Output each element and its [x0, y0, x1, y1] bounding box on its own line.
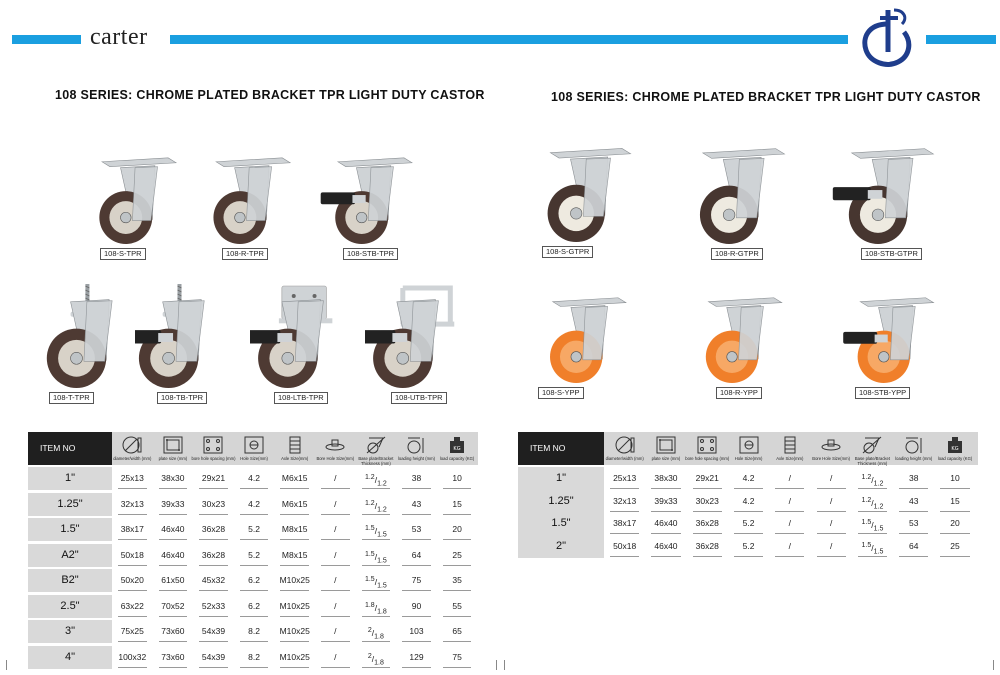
cell-bolt-spacing: 36x28: [193, 518, 234, 543]
product-108-tb-tpr: [135, 282, 215, 406]
loading-height-icon: [903, 435, 925, 455]
product-108-r-tpr: [200, 150, 295, 262]
cell-bore: /: [811, 535, 852, 560]
cell-bore: /: [315, 646, 356, 671]
castor-image: [305, 150, 440, 248]
cell-hole: 4.2: [234, 493, 275, 518]
right-page-title: 108 SERIES: CHROME PLATED BRACKET TPR LIGHT DUTY CASTOR: [551, 90, 981, 104]
cell-axle: /: [769, 535, 810, 560]
cell-thickness: $^{1.8}/_{1.8}$: [356, 595, 397, 620]
cell-bore: /: [315, 544, 356, 569]
cell-load: 55: [437, 595, 478, 620]
cell-axle: M10x25: [274, 646, 315, 671]
cell-axle: M8x15: [274, 518, 315, 543]
cell-plate: 46x40: [645, 535, 686, 560]
cell-diameter: 50x18: [112, 544, 153, 569]
plate-size-icon: [655, 435, 677, 455]
cell-plate: 46x40: [153, 518, 194, 543]
column-header-label: diameter/width (mm): [113, 456, 152, 461]
cell-load: 10: [437, 467, 478, 492]
column-header-label: Axle Size(mm): [776, 456, 804, 461]
column-header-label: bore hole spacing (mm): [685, 456, 730, 461]
column-header-label: Base plate/Bracket Thickness (mm): [358, 456, 394, 466]
cell-height: 90: [396, 595, 437, 620]
cell-load: 25: [437, 544, 478, 569]
castor-image: [530, 290, 640, 387]
cell-bore: /: [811, 467, 852, 492]
cell-bore: /: [315, 518, 356, 543]
cell-plate: 38x30: [153, 467, 194, 492]
cell-load: 20: [934, 512, 975, 537]
column-header-label: Base plate/Bracket Thickness (mm): [854, 456, 891, 466]
cell-height: 38: [396, 467, 437, 492]
item-no-cell: 1.25": [518, 490, 604, 513]
right-spec-table: [518, 432, 978, 557]
table-row: [28, 569, 478, 594]
item-no-cell: A2": [28, 544, 112, 567]
product-code-label: 108-T-TPR: [49, 392, 94, 404]
table-row: [518, 490, 978, 515]
table-header: [28, 432, 478, 465]
item-no-cell: 1.25": [28, 493, 112, 516]
cell-bolt-spacing: 54x39: [193, 646, 234, 671]
column-header-label: diameter/width (mm): [605, 456, 644, 461]
loading-height-icon: [405, 435, 427, 455]
column-header-label: plate size (mm): [158, 456, 188, 461]
castor-image: [88, 150, 178, 248]
cell-diameter: 63x22: [112, 595, 153, 620]
product-code-label: 108-STB-YPP: [855, 387, 910, 399]
castor-image: [135, 282, 215, 392]
cell-diameter: 32x13: [604, 490, 645, 515]
wheel-diameter-icon: [121, 435, 143, 455]
cell-hole: 4.2: [728, 490, 769, 515]
header-bar-middle: [170, 35, 848, 44]
cell-bore: /: [315, 620, 356, 645]
axle-size-icon: [284, 435, 306, 455]
cell-thickness: $^{1.5}/_{1.5}$: [852, 535, 893, 560]
cell-thickness: $^2/_{1.8}$: [356, 646, 397, 671]
cell-bore: /: [315, 569, 356, 594]
cell-bore: /: [315, 595, 356, 620]
axle-size-icon: [779, 435, 801, 455]
item-no-cell: 1.5": [28, 518, 112, 541]
bore-hole-size-icon: [820, 435, 842, 455]
hole-size-icon: [243, 435, 265, 455]
item-no-cell: 2": [518, 535, 604, 558]
product-code-label: 108-LTB-TPR: [274, 392, 328, 404]
table-row: [28, 467, 478, 492]
cell-diameter: 32x13: [112, 493, 153, 518]
cell-diameter: 25x13: [604, 467, 645, 492]
product-108-s-gtpr: [530, 140, 640, 260]
table-row: [28, 646, 478, 671]
cell-bolt-spacing: 30x23: [193, 493, 234, 518]
svg-text:KG: KG: [453, 446, 461, 452]
cell-thickness: $^{1.5}/_{1.5}$: [852, 512, 893, 537]
castor-image: [690, 290, 790, 387]
cell-plate: 61x50: [153, 569, 194, 594]
cell-thickness: $^{1.2}/_{1.2}$: [852, 490, 893, 515]
cell-load: 15: [934, 490, 975, 515]
cell-load: 20: [437, 518, 478, 543]
cell-diameter: 100x32: [112, 646, 153, 671]
brand-name: carter: [90, 24, 148, 50]
cell-thickness: $^{1.5}/_{1.5}$: [356, 518, 397, 543]
load-capacity-icon: [446, 435, 468, 455]
cell-load: 65: [437, 620, 478, 645]
item-no-cell: 4": [28, 646, 112, 669]
column-header-load: [437, 432, 478, 465]
cell-height: 103: [396, 620, 437, 645]
bolt-hole-spacing-icon: [696, 435, 718, 455]
cell-thickness: $^2/_{1.8}$: [356, 620, 397, 645]
cell-bore: /: [315, 493, 356, 518]
cell-bolt-spacing: 45x32: [193, 569, 234, 594]
cell-bolt-spacing: 54x39: [193, 620, 234, 645]
svg-text:KG: KG: [951, 446, 959, 452]
cell-load: 35: [437, 569, 478, 594]
cell-bore: /: [315, 467, 356, 492]
product-code-label: 108-S-GTPR: [542, 246, 593, 258]
table-row: [28, 620, 478, 645]
product-code-label: 108-UTB-TPR: [391, 392, 447, 404]
plate-size-icon: [162, 435, 184, 455]
column-header-label: bore hole spacing (mm): [191, 456, 236, 461]
cd-monogram-logo: [858, 4, 916, 72]
item-no-header: ITEM NO: [28, 432, 112, 465]
item-no-cell: 1": [518, 467, 604, 490]
cell-height: 43: [396, 493, 437, 518]
castor-image: [815, 140, 965, 248]
cell-hole: 5.2: [728, 535, 769, 560]
product-code-label: 108-R-TPR: [222, 248, 268, 260]
column-header-label: Bore Hole Size(mm): [812, 456, 850, 461]
product-108-s-ypp: [530, 290, 640, 401]
product-108-utb-tpr: [365, 282, 455, 406]
cell-axle: /: [769, 512, 810, 537]
cell-bolt-spacing: 52x33: [193, 595, 234, 620]
cell-thickness: $^{1.5}/_{1.5}$: [356, 544, 397, 569]
cell-diameter: 75x25: [112, 620, 153, 645]
header-bar-left: [12, 35, 81, 44]
product-108-stb-gtpr: [815, 140, 965, 262]
product-108-ltb-tpr: [250, 282, 340, 406]
table-row: [28, 595, 478, 620]
cell-hole: 8.2: [234, 646, 275, 671]
cell-thickness: $^{1.5}/_{1.5}$: [356, 569, 397, 594]
cell-diameter: 38x17: [604, 512, 645, 537]
crop-mark: [6, 660, 7, 670]
product-code-label: 108-STB-TPR: [343, 248, 398, 260]
table-row: [28, 493, 478, 518]
hole-size-icon: [738, 435, 760, 455]
product-108-r-ypp: [690, 290, 790, 401]
cell-plate: 46x40: [645, 512, 686, 537]
item-no-cell: 3": [28, 620, 112, 643]
product-code-label: 108-S-YPP: [538, 387, 584, 399]
cell-bore: /: [811, 512, 852, 537]
cell-load: 15: [437, 493, 478, 518]
castor-image: [825, 290, 965, 387]
cell-plate: 39x33: [645, 490, 686, 515]
cell-load: 10: [934, 467, 975, 492]
cell-hole: 6.2: [234, 595, 275, 620]
column-header-label: plate size (mm): [651, 456, 681, 461]
crop-mark: [496, 660, 497, 670]
cell-plate: 73x60: [153, 646, 194, 671]
cell-bolt-spacing: 29x21: [687, 467, 728, 492]
crop-mark: [504, 660, 505, 670]
cell-diameter: 25x13: [112, 467, 153, 492]
column-header-label: load capacity (KG): [937, 456, 973, 461]
cell-plate: 38x30: [645, 467, 686, 492]
cell-hole: 8.2: [234, 620, 275, 645]
cell-height: 38: [893, 467, 934, 492]
load-capacity-icon: [944, 435, 966, 455]
cell-axle: M10x25: [274, 569, 315, 594]
product-code-label: 108-STB-GTPR: [861, 248, 922, 260]
column-header-label: Hole Size(mm): [734, 456, 763, 461]
cell-plate: 39x33: [153, 493, 194, 518]
castor-image: [200, 150, 295, 248]
column-header-label: Hole Size(mm): [240, 456, 268, 461]
table-row: [518, 467, 978, 492]
wheel-diameter-icon: [614, 435, 636, 455]
cell-axle: M10x25: [274, 620, 315, 645]
cell-bore: /: [811, 490, 852, 515]
cell-height: 75: [396, 569, 437, 594]
bolt-hole-spacing-icon: [202, 435, 224, 455]
cell-axle: /: [769, 467, 810, 492]
crop-mark: [993, 660, 994, 670]
product-code-label: 108-S-TPR: [100, 248, 146, 260]
cell-hole: 4.2: [728, 467, 769, 492]
column-header-label: loading height (mm): [397, 456, 435, 461]
cell-load: 75: [437, 646, 478, 671]
product-108-t-tpr: [45, 282, 120, 406]
cell-thickness: $^{1.2}/_{1.2}$: [356, 467, 397, 492]
plate-thickness-icon: [861, 435, 883, 455]
cell-bolt-spacing: 29x21: [193, 467, 234, 492]
cell-plate: 73x60: [153, 620, 194, 645]
product-code-label: 108-R-GTPR: [711, 248, 763, 260]
product-code-label: 108-TB-TPR: [157, 392, 207, 404]
product-108-s-tpr: [88, 150, 178, 262]
castor-image: [530, 140, 640, 246]
table-row: [28, 518, 478, 543]
table-row: [518, 512, 978, 537]
castor-image: [365, 282, 455, 392]
left-page-title: 108 SERIES: CHROME PLATED BRACKET TPR LIGHT DUTY CASTOR: [55, 88, 485, 102]
cell-bolt-spacing: 36x28: [687, 535, 728, 560]
plate-thickness-icon: [365, 435, 387, 455]
cell-hole: 5.2: [728, 512, 769, 537]
column-header-label: load capacity (KG): [439, 456, 475, 461]
product-108-r-gtpr: [685, 140, 790, 262]
cell-hole: 5.2: [234, 518, 275, 543]
cell-hole: 6.2: [234, 569, 275, 594]
cell-height: 64: [893, 535, 934, 560]
column-header-label: loading height (mm): [895, 456, 933, 461]
item-no-cell: 2.5": [28, 595, 112, 618]
cell-height: 53: [893, 512, 934, 537]
cell-height: 53: [396, 518, 437, 543]
cell-plate: 46x40: [153, 544, 194, 569]
cell-diameter: 50x20: [112, 569, 153, 594]
item-no-cell: 1.5": [518, 512, 604, 535]
product-108-stb-tpr: [305, 150, 440, 262]
cell-bolt-spacing: 30x23: [687, 490, 728, 515]
header-bar-right: [926, 35, 996, 44]
cell-hole: 5.2: [234, 544, 275, 569]
left-spec-table: [28, 432, 478, 667]
cell-hole: 4.2: [234, 467, 275, 492]
cell-axle: M6x15: [274, 493, 315, 518]
item-no-header: ITEM NO: [518, 432, 604, 465]
column-header-label: Axle Size(mm): [281, 456, 309, 461]
cell-plate: 70x52: [153, 595, 194, 620]
item-no-cell: 1": [28, 467, 112, 490]
cell-height: 64: [396, 544, 437, 569]
item-no-cell: B2": [28, 569, 112, 592]
cell-axle: M8x15: [274, 544, 315, 569]
cell-load: 25: [934, 535, 975, 560]
cell-height: 43: [893, 490, 934, 515]
product-code-label: 108-R-YPP: [716, 387, 762, 399]
column-header-label: Bore Hole Size(mm): [316, 456, 355, 461]
table-row: [518, 535, 978, 560]
product-108-stb-ypp: [825, 290, 965, 401]
cell-diameter: 50x18: [604, 535, 645, 560]
table-row: [28, 544, 478, 569]
table-header: [518, 432, 978, 465]
cell-thickness: $^{1.2}/_{1.2}$: [852, 467, 893, 492]
cell-thickness: $^{1.2}/_{1.2}$: [356, 493, 397, 518]
cell-bolt-spacing: 36x28: [193, 544, 234, 569]
cell-axle: /: [769, 490, 810, 515]
castor-image: [250, 282, 340, 392]
cell-axle: M10x25: [274, 595, 315, 620]
column-header-load: [934, 432, 975, 465]
castor-image: [685, 140, 790, 248]
cell-height: 129: [396, 646, 437, 671]
cell-bolt-spacing: 36x28: [687, 512, 728, 537]
bore-hole-size-icon: [324, 435, 346, 455]
cell-axle: M6x15: [274, 467, 315, 492]
castor-image: [45, 282, 120, 392]
cell-diameter: 38x17: [112, 518, 153, 543]
